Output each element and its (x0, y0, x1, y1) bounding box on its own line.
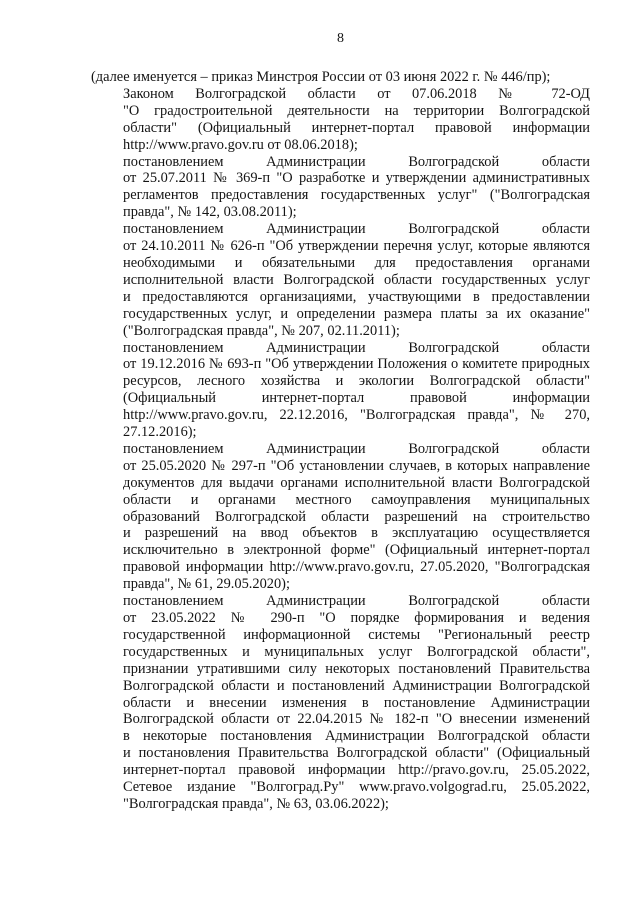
text-line: регламентов предоставления государственных услуг" ("Волгоградская (123, 187, 590, 204)
text-line: области и органами местного самоуправления муниципальных (123, 491, 590, 508)
text-line: http://www.pravo.gov.ru от 08.06.2018); (123, 136, 358, 153)
text-line: и предоставляются организациями, участвующими в предоставлении (123, 288, 590, 305)
paragraph (91, 154, 590, 222)
text-line: от 24.10.2011 № 626-п "Об утверждении перечня услуг, которые являются (123, 238, 590, 255)
text-line: государственных услуг, и определении размера платы за их оказание" (123, 305, 590, 322)
text-line: области" (Официальный интернет-портал правовой информации (123, 119, 590, 136)
text-line: Волгоградской области от 22.04.2015 № 182-п "О внесении изменений (123, 711, 590, 728)
document-body (91, 69, 590, 813)
text-line: ресурсов, лесного хозяйства и экологии Волгоградской области" (123, 373, 590, 390)
text-line: http://www.pravo.gov.ru, 22.12.2016, "Волгоградская правда", № 270, (123, 407, 590, 424)
text-line: правда", № 142, 03.08.2011); (123, 204, 297, 221)
text-line: интернет-портал правовой информации http://pravo.gov.ru, 25.05.2022, (123, 762, 590, 779)
text-line: постановлением Администрации Волгоградской области (123, 593, 590, 610)
text-line: Сетевое издание "Волгоград.Ру" www.pravo.volgograd.ru, 25.05.2022, (123, 779, 590, 796)
text-line: постановлением Администрации Волгоградской области (123, 153, 590, 170)
text-line: от 25.05.2020 № 297-п "Об установлении случаев, в которых направление (123, 457, 590, 474)
text-line: и разрешений на ввод объектов в эксплуатацию осуществляется (123, 525, 590, 542)
paragraph (91, 69, 590, 86)
text-line: постановлением Администрации Волгоградской области (123, 440, 590, 457)
paragraph (91, 340, 590, 441)
text-line: (далее именуется – приказ Минстроя России от 03 июня 2022 г. № 446/пр); (91, 69, 551, 85)
text-line: правовой информации http://www.pravo.gov.ru, 27.05.2020, "Волгоградская (123, 559, 590, 576)
text-line: правда", № 61, 29.05.2020); (123, 576, 290, 593)
paragraph (91, 86, 590, 154)
text-line: (Официальный интернет-портал правовой информации (123, 390, 590, 407)
paragraph (91, 221, 590, 339)
text-line: образований Волгоградской области разрешений на строительство (123, 508, 590, 525)
text-line: исключительно в электронной форме" (Официальный интернет-портал (123, 542, 590, 559)
text-line: государственных и муниципальных услуг Волгоградской области", (123, 643, 590, 660)
text-line: "Волгоградская правда", № 63, 03.06.2022); (123, 795, 389, 812)
text-line: от 19.12.2016 № 693-п "Об утверждении Положения о комитете природных (123, 356, 590, 373)
text-line: Законом Волгоградской области от 07.06.2018 № 72-ОД (123, 85, 590, 102)
text-line: необходимыми и обязательными для предоставления органами (123, 254, 590, 271)
text-line: государственной информационной системы "Региональный реестр (123, 626, 590, 643)
text-line: постановлением Администрации Волгоградской области (123, 221, 590, 238)
text-line: признании утратившими силу некоторых постановлений Правительства (123, 660, 590, 677)
text-line: ("Волгоградская правда", № 207, 02.11.2011); (123, 322, 400, 339)
text-line: 27.12.2016); (123, 424, 197, 441)
text-line: постановлением Администрации Волгоградской области (123, 339, 590, 356)
paragraph (91, 593, 590, 813)
text-line: и постановления Правительства Волгоградской области" (Официальный (123, 745, 590, 762)
text-line: исполнительной власти Волгоградской области государственных услуг (123, 271, 590, 288)
text-line: в некоторые постановления Администрации Волгоградской области (123, 728, 590, 745)
page-number: 8 (337, 31, 344, 46)
text-line: "О градостроительной деятельности на территории Волгоградской (123, 102, 590, 119)
text-line: Волгоградской области и постановлений Администрации Волгоградской (123, 677, 590, 694)
text-line: от 23.05.2022 № 290-п "О порядке формирования и ведения (123, 610, 590, 626)
paragraph (91, 441, 590, 593)
text-line: области и внесении изменения в постановление Администрации (123, 694, 590, 711)
text-line: документов для выдачи органами исполнительной власти Волгоградской (123, 474, 590, 491)
text-line: от 25.07.2011 № 369-п "О разработке и утверждении административных (123, 170, 590, 187)
